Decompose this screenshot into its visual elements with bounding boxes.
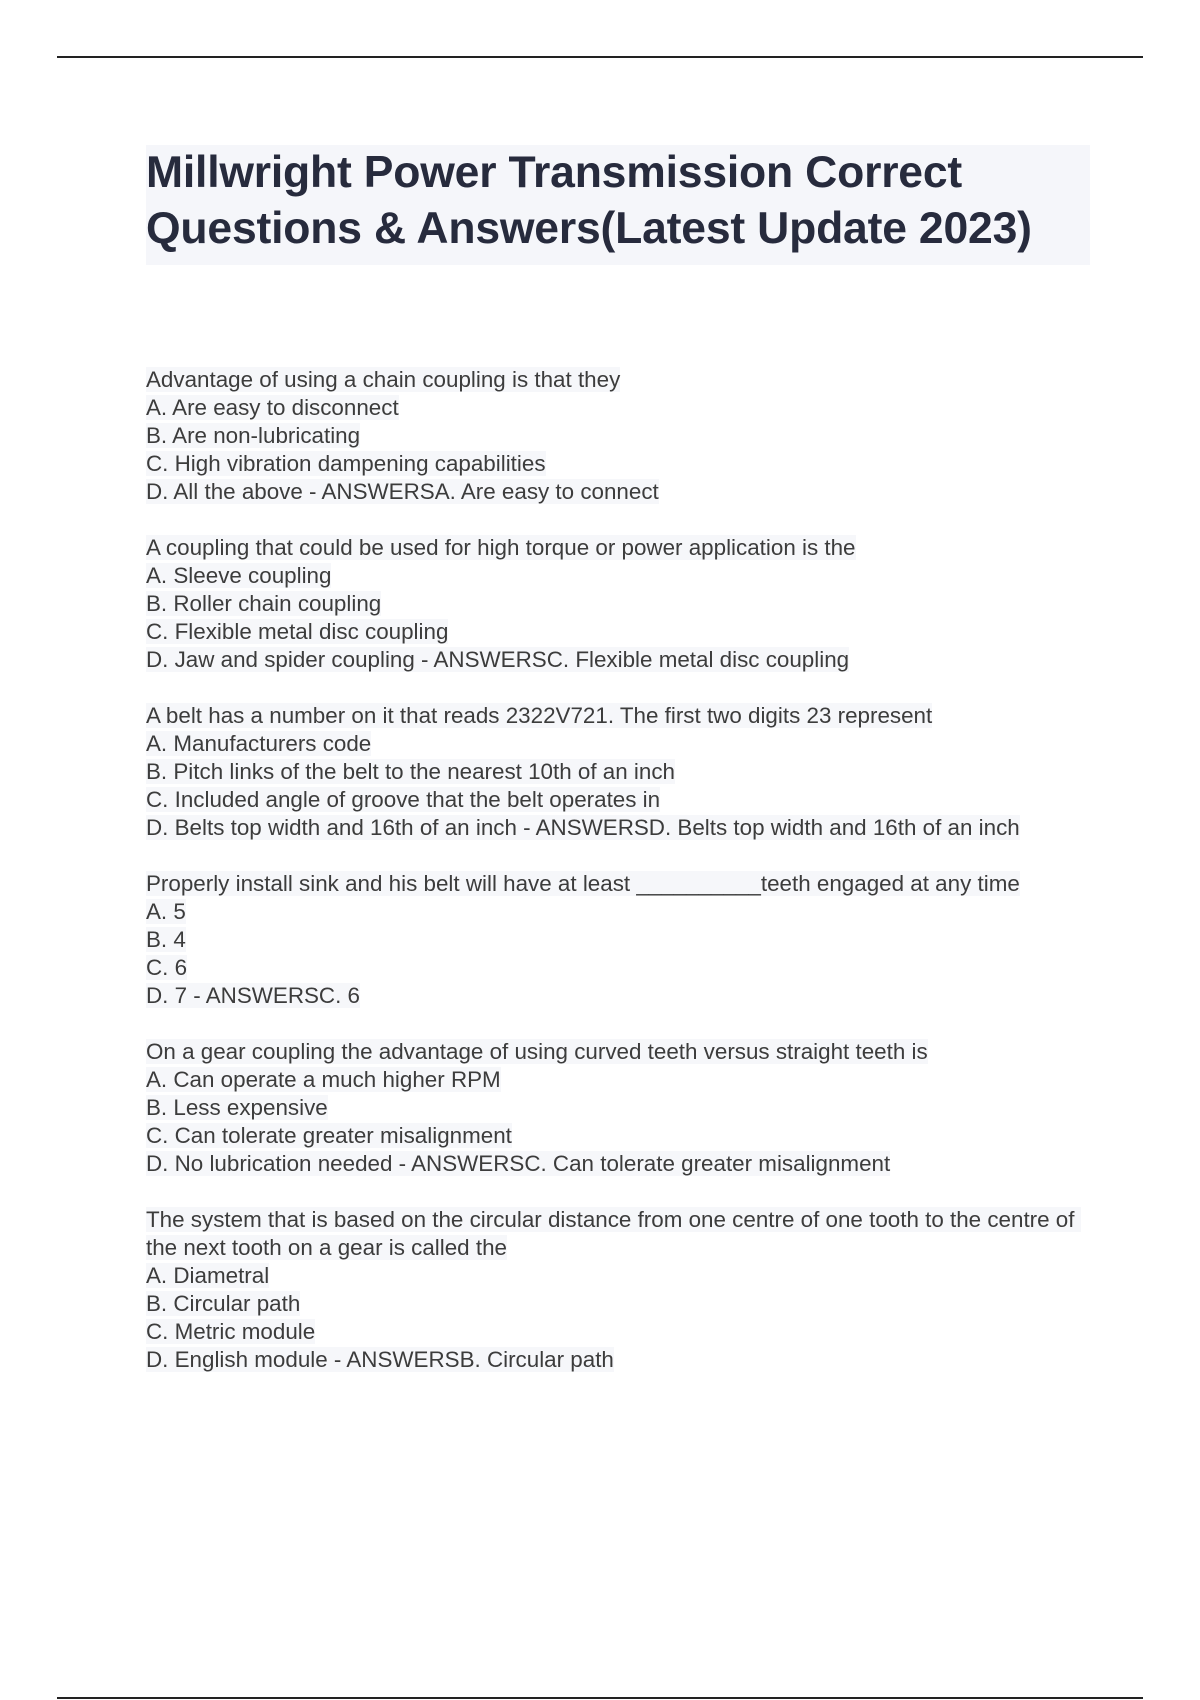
question-prompt: On a gear coupling the advantage of using curved teeth versus straight teeth is xyxy=(146,1039,928,1064)
question-prompt: A belt has a number on it that reads 2322V721. The first two digits 23 represent xyxy=(146,703,933,728)
question-item xyxy=(146,366,1096,506)
question-prompt: Properly install sink and his belt will have at least __________teeth engaged at any time xyxy=(146,871,1020,896)
answer-option-with-answer: D. Jaw and spider coupling - ANSWERSC. Flexible metal disc coupling xyxy=(146,647,850,672)
question-prompt: The system that is based on the circular distance from one centre of one tooth to the centre of the next tooth on a gear is called the xyxy=(146,1207,1081,1260)
bottom-rule xyxy=(57,1697,1143,1699)
document-title: Millwright Power Transmission Correct Questions & Answers(Latest Update 2023) xyxy=(146,148,1032,253)
answer-option: C. Flexible metal disc coupling xyxy=(146,619,449,644)
answer-option: B. Less expensive xyxy=(146,1095,328,1120)
question-prompt: Advantage of using a chain coupling is that they xyxy=(146,367,621,392)
title-block xyxy=(146,145,1090,265)
answer-option: C. 6 xyxy=(146,955,188,980)
answer-option: C. High vibration dampening capabilities xyxy=(146,451,546,476)
top-rule xyxy=(57,56,1143,58)
answer-option: A. 5 xyxy=(146,899,186,924)
answer-option-with-answer: D. All the above - ANSWERSA. Are easy to connect xyxy=(146,479,659,504)
question-list xyxy=(146,366,1096,1402)
answer-option: C. Can tolerate greater misalignment xyxy=(146,1123,512,1148)
question-item xyxy=(146,534,1096,674)
answer-option: B. 4 xyxy=(146,927,186,952)
answer-option-with-answer: D. 7 - ANSWERSC. 6 xyxy=(146,983,361,1008)
answer-option-with-answer: D. English module - ANSWERSB. Circular path xyxy=(146,1347,614,1372)
answer-option: A. Diametral xyxy=(146,1263,270,1288)
question-item xyxy=(146,1206,1096,1374)
question-item xyxy=(146,1038,1096,1178)
answer-option: A. Sleeve coupling xyxy=(146,563,332,588)
answer-option: A. Can operate a much higher RPM xyxy=(146,1067,501,1092)
answer-option: C. Metric module xyxy=(146,1319,316,1344)
answer-option-with-answer: D. Belts top width and 16th of an inch - ANSWERSD. Belts top width and 16th of an inch xyxy=(146,815,1020,840)
answer-option: B. Are non-lubricating xyxy=(146,423,361,448)
answer-option: A. Manufacturers code xyxy=(146,731,372,756)
answer-option-with-answer: D. No lubrication needed - ANSWERSC. Can tolerate greater misalignment xyxy=(146,1151,891,1176)
answer-option: A. Are easy to disconnect xyxy=(146,395,399,420)
answer-option: B. Circular path xyxy=(146,1291,301,1316)
question-item xyxy=(146,870,1096,1010)
answer-option: C. Included angle of groove that the belt operates in xyxy=(146,787,661,812)
answer-option: B. Pitch links of the belt to the nearest 10th of an inch xyxy=(146,759,675,784)
question-prompt: A coupling that could be used for high torque or power application is the xyxy=(146,535,856,560)
question-item xyxy=(146,702,1096,842)
answer-option: B. Roller chain coupling xyxy=(146,591,382,616)
